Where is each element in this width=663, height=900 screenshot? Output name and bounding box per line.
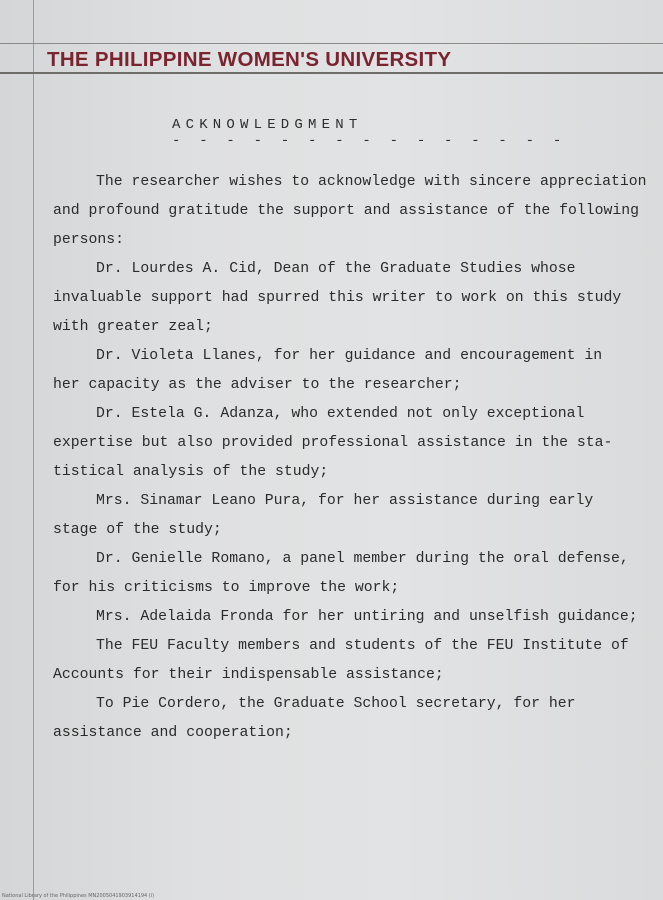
archive-footer: National Library of the Philippines MN2005041903914194 (i) [2,893,155,899]
text-line: and profound gratitude the support and assistance of the following [53,203,640,219]
letterhead-title: THE PHILIPPINE WOMEN'S UNIVERSITY [47,48,452,71]
text-line: Dr. Estela G. Adanza, who extended not only exceptional [96,406,585,422]
text-line: Dr. Lourdes A. Cid, Dean of the Graduate Studies whose [96,261,576,277]
paragraph [53,632,653,690]
paragraph [53,690,653,748]
text-line: assistance and cooperation; [53,725,293,741]
letterhead-top-rule [0,43,663,44]
paragraph [53,487,653,545]
text-line: Mrs. Adelaida Fronda for her untiring and unselfish guidance; [96,609,638,625]
paragraph [53,255,653,342]
letterhead-bottom-rule [0,72,663,74]
text-line: persons: [53,232,125,248]
text-line: To Pie Cordero, the Graduate School secretary, for her [96,696,576,712]
text-line: her capacity as the adviser to the researcher; [53,377,462,393]
text-line: Dr. Violeta Llanes, for her guidance and encouragement in [96,348,603,364]
page-heading: ACKNOWLEDGMENT [172,117,363,133]
text-line: for his criticisms to improve the work; [53,580,400,596]
margin-line [33,0,34,900]
text-line: The researcher wishes to acknowledge with sincere appreciation [96,174,647,190]
text-line: tistical analysis of the study; [53,464,329,480]
paragraph [53,603,653,632]
heading-underline: - - - - - - - - - - - - - - - [172,133,567,149]
text-line: stage of the study; [53,522,222,538]
paragraph [53,400,653,487]
text-line: invaluable support had spurred this writer to work on this study [53,290,622,306]
text-line: with greater zeal; [53,319,213,335]
text-line: expertise but also provided professional assistance in the sta- [53,435,613,451]
text-line: Dr. Genielle Romano, a panel member during the oral defense, [96,551,629,567]
paragraph [53,342,653,400]
text-line: The FEU Faculty members and students of the FEU Institute of [96,638,629,654]
text-line: Mrs. Sinamar Leano Pura, for her assistance during early [96,493,594,509]
paragraph [53,545,653,603]
paragraph [53,168,653,255]
text-line: Accounts for their indispensable assistance; [53,667,444,683]
acknowledgment-body [53,168,653,748]
